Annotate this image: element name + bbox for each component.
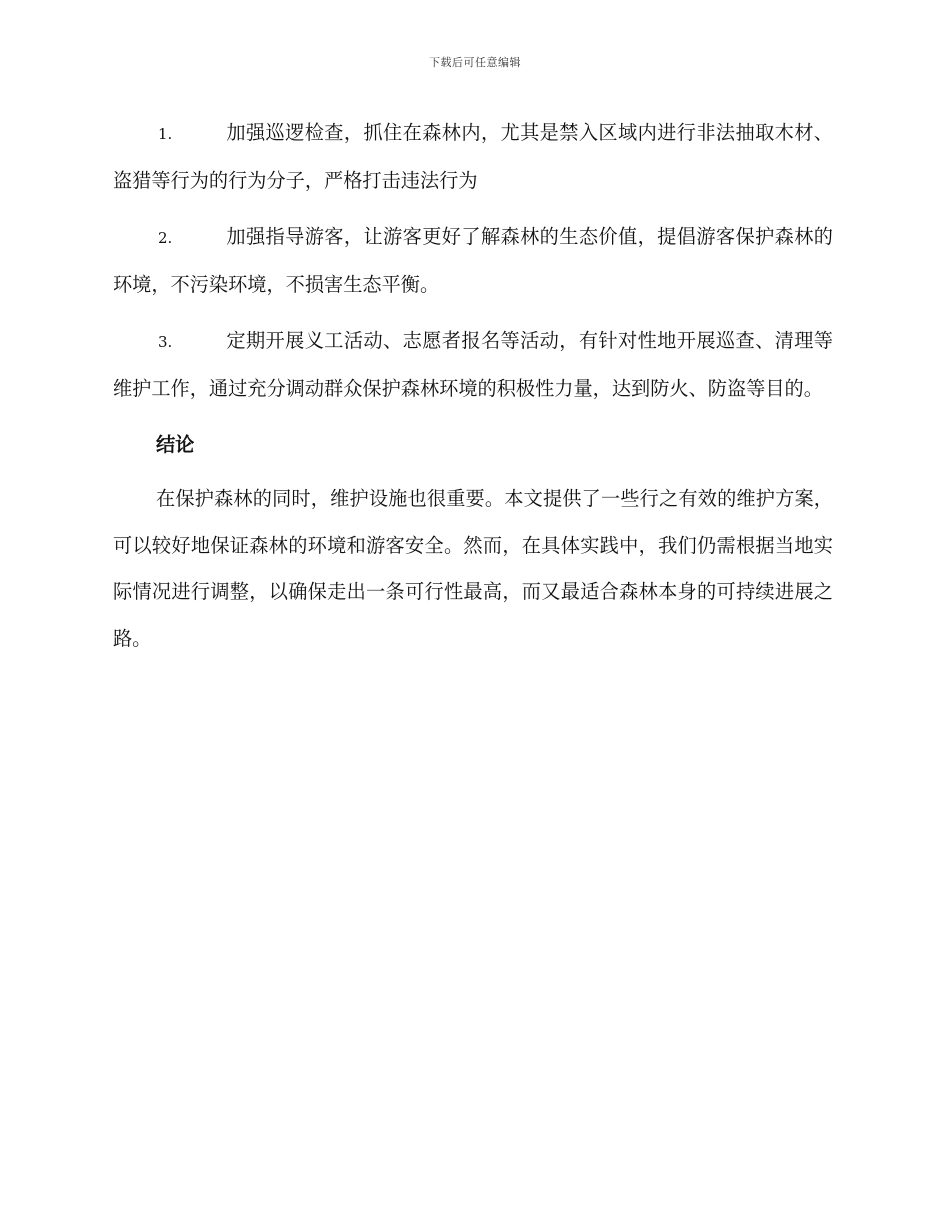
list-item-number: 1. xyxy=(158,125,173,143)
list-item xyxy=(113,110,833,204)
list-item xyxy=(113,214,833,308)
list-item-number: 3. xyxy=(158,333,173,351)
list-item-text: 加强巡逻检查，抓住在森林内，尤其是禁入区域内进行非法抽取木材、盗猎等行为的行为分子，严格打击违法行为 xyxy=(113,121,833,192)
document-body xyxy=(113,110,833,662)
list-item-text: 加强指导游客，让游客更好了解森林的生态价值，提倡游客保护森林的环境，不污染环境，不损害生态平衡。 xyxy=(113,225,833,296)
list-item xyxy=(113,318,833,412)
header-note: 下载后可任意编辑 xyxy=(429,56,521,69)
list-item-text: 定期开展义工活动、志愿者报名等活动，有针对性地开展巡查、清理等维护工作，通过充分调动群众保护森林环境的积极性力量，达到防火、防盗等目的。 xyxy=(113,329,833,400)
conclusion-paragraph: 在保护森林的同时，维护设施也很重要。本文提供了一些行之有效的维护方案，可以较好地保证森林的环境和游客安全。然而，在具体实践中，我们仍需根据当地实际情况进行调整，以确保走出一条可行性最高，而又最适合森林本身的可持续进展之路。 xyxy=(113,487,833,650)
list-item-number: 2. xyxy=(158,229,173,247)
conclusion-heading: 结论 xyxy=(156,433,195,456)
